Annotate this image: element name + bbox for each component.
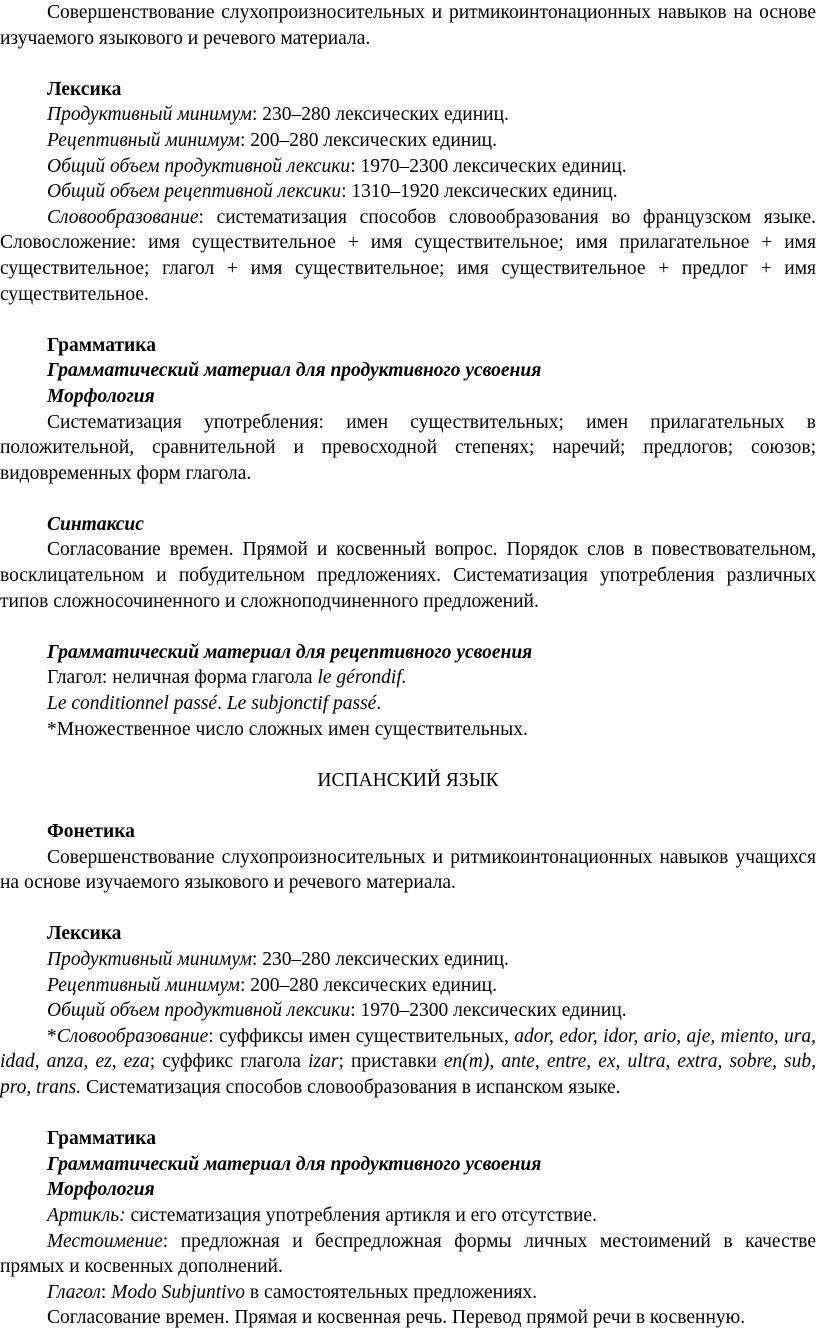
es-article-value: систематизация употребления артикля и его отсутствие.: [125, 1204, 597, 1226]
es-productive-heading: Грамматический материал для продуктивного усвоения: [47, 1153, 542, 1175]
fr-rec-line2: [0, 691, 816, 717]
es-verb-value: в самостоятельных предложениях.: [245, 1281, 538, 1303]
es-total-prod-label: Общий объем продуктивной лексики: [47, 1000, 351, 1022]
es-wf-i3: en(m), ante, entre: [443, 1051, 587, 1073]
es-total-prod: [0, 998, 816, 1024]
fr-rec-line1-italic: le gérondif.: [317, 667, 407, 689]
fr-total-prod: [0, 154, 816, 180]
fr-rec-min: [0, 128, 816, 154]
fr-rec-line2-d: .: [376, 693, 382, 715]
es-wordformation: [0, 1024, 816, 1101]
fr-rec-line2-b: .: [217, 693, 227, 715]
es-prod-min-label: Продуктивный минимум: [47, 948, 252, 970]
fr-syntax-text: Согласование времен. Прямой и косвенный вопрос. Порядок слов в повествовательном, восклицательном и побудительном предложениях. Систематизация употребления различных типов сложносочиненного и сложноподчиненного предложений.: [0, 539, 816, 612]
es-wf-i2: izar: [308, 1051, 339, 1073]
spacer: [0, 1101, 816, 1127]
es-prod-min: [0, 947, 816, 973]
es-verb: [0, 1280, 816, 1306]
es-total-prod-value: : 1970–2300 лексических единиц.: [350, 1000, 627, 1022]
es-verb-label: Глагол: [47, 1281, 101, 1303]
es-wf-t1: : суффиксы имен существительных,: [208, 1025, 515, 1047]
intro-paragraph: Совершенствование слухопроизносительных и ритмикоинтонационных навыков на основе изучаемого языкового и речевого материала.: [0, 2, 816, 49]
es-pronoun-label: Местоимение: [47, 1230, 163, 1252]
es-morph-heading: Морфология: [47, 1179, 155, 1201]
fr-rec-line2-c: Le subjonctif passé: [226, 693, 377, 715]
es-prod-min-value: : 230–280 лексических единиц.: [251, 948, 509, 970]
fr-lexis-heading: Лексика: [47, 78, 122, 100]
spacer: [0, 486, 816, 512]
es-rec-min-value: : 200–280 лексических единиц.: [239, 974, 497, 996]
es-wf-t3: ; приставки: [338, 1051, 444, 1073]
fr-productive-heading: Грамматический материал для продуктивного усвоения: [47, 360, 542, 382]
es-rec-min: [0, 973, 816, 999]
es-wf-t4: ,: [586, 1051, 599, 1073]
fr-rec-min-value: : 200–280 лексических единиц.: [239, 129, 497, 151]
es-pronoun: [0, 1229, 816, 1280]
es-pronoun-value: : предложная и беспредложная формы личных местоимений в качестве прямых и косвенных дополнений.: [0, 1230, 816, 1278]
fr-syntax-heading: Синтаксис: [47, 513, 144, 535]
fr-rec-line2-a: Le conditionnel passé: [47, 693, 218, 715]
fr-grammar-heading: Грамматика: [47, 334, 156, 356]
fr-wordform-value: : систематизация способов словообразования во французском языке. Словосложение: имя существительное + имя существительное; имя прилагательное + имя существительное; глагол + имя существительное; имя существительное + предлог + имя существительное.: [0, 206, 816, 305]
es-lexis-heading: Лексика: [47, 923, 122, 945]
fr-wordformation: [0, 205, 816, 307]
es-wf-t2: ; суффикс глагола: [149, 1051, 309, 1073]
fr-wordform-label: Словообразование: [47, 206, 199, 228]
es-verb-sep: :: [100, 1281, 112, 1303]
fr-prod-min-value: : 230–280 лексических единиц.: [251, 104, 509, 126]
fr-prod-min-label: Продуктивный минимум: [47, 104, 252, 126]
fr-prod-min: [0, 102, 816, 128]
es-title: ИСПАНСКИЙ ЯЗЫК: [317, 769, 499, 791]
spacer: [0, 307, 816, 333]
spacer: [0, 896, 816, 922]
spacer: [0, 614, 816, 640]
spacer: [0, 742, 816, 768]
fr-morph-heading: Морфология: [47, 385, 155, 407]
fr-total-rec-value: : 1310–1920 лексических единиц.: [341, 181, 618, 203]
fr-rec-min-label: Рецептивный минимум: [47, 129, 240, 151]
es-last-line: Согласование времен. Прямая и косвенная речь. Перевод прямой речи в косвенную.: [47, 1307, 746, 1329]
spacer: [0, 793, 816, 819]
es-wf-t5: Систематизация способов словообразования в испанском языке.: [81, 1076, 621, 1098]
fr-total-prod-value: : 1970–2300 лексических единиц.: [350, 155, 627, 177]
fr-receptive-heading: Грамматический материал для рецептивного усвоения: [47, 641, 533, 663]
spacer: [0, 51, 816, 77]
fr-total-rec: [0, 179, 816, 205]
es-wf-label: Словообразование: [56, 1025, 209, 1047]
es-wf-i4: ex, ultra, extra, sobre, sub, pro, trans.: [0, 1051, 816, 1098]
fr-rec-line1: [0, 665, 816, 691]
es-phonetics-text: Совершенствование слухопроизносительных и ритмикоинтонационных навыков учащихся на основе изучаемого языкового и речевого материала.: [0, 846, 816, 894]
fr-total-prod-label: Общий объем продуктивной лексики: [47, 155, 351, 177]
es-article: [0, 1203, 816, 1229]
es-verb-italic: Modo Subjuntivo: [111, 1281, 245, 1303]
es-grammar-heading: Грамматика: [47, 1128, 156, 1150]
es-phonetics-heading: Фонетика: [47, 821, 135, 842]
es-wf-star: *: [47, 1025, 57, 1047]
fr-morph-text: Систематизация употребления: имен существительных; имен прилагательных в положительной, сравнительной и превосходной степенях; наречий; предлогов; союзов; видовременных форм глагола.: [0, 411, 816, 484]
es-article-label: Артикль:: [47, 1204, 126, 1226]
es-rec-min-label: Рецептивный минимум: [47, 974, 240, 996]
fr-rec-line1-text: Глагол: неличная форма глагола: [47, 667, 318, 689]
fr-rec-line3: *Множественное число сложных имен существительных.: [47, 718, 528, 740]
fr-total-rec-label: Общий объем рецептивной лексики: [47, 181, 342, 203]
es-wf-i1: ador, edor, idor, ario, aje, miento, ura, idad, anza, ez, eza: [0, 1025, 816, 1073]
